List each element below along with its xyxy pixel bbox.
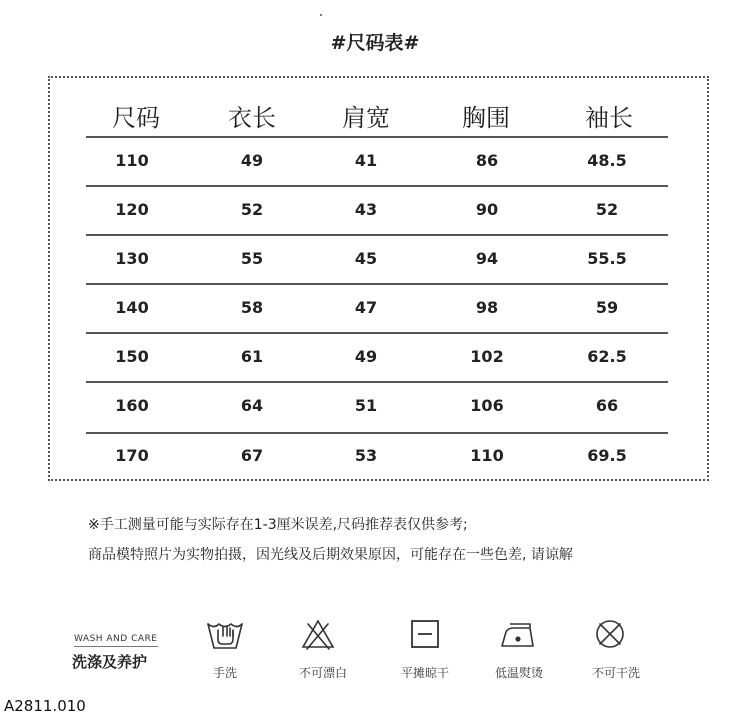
cell-sleeve: 52 bbox=[595, 200, 619, 219]
cell-sleeve: 59 bbox=[595, 298, 619, 317]
header-size: 尺码 bbox=[112, 104, 160, 132]
product-code: A2811.010 bbox=[4, 697, 86, 715]
table-divider bbox=[86, 185, 668, 187]
table-divider bbox=[86, 432, 668, 434]
cell-size: 110 bbox=[115, 151, 149, 170]
cell-length: 52 bbox=[240, 200, 264, 219]
cell-sleeve: 55.5 bbox=[587, 249, 627, 268]
cell-shoulder: 41 bbox=[354, 151, 378, 170]
care-label-hand-wash: 手洗 bbox=[212, 666, 237, 680]
color-note: 商品模特照片为实物拍摄，因光线及后期效果原因，可能存在一些色差, 请谅解 bbox=[88, 547, 573, 563]
table-row bbox=[86, 396, 668, 420]
care-label-no-dry-clean: 不可干洗 bbox=[591, 666, 640, 680]
cell-sleeve: 48.5 bbox=[587, 151, 627, 170]
low-iron-icon bbox=[498, 616, 538, 652]
cell-chest: 110 bbox=[470, 446, 504, 465]
care-heading-en: WASH AND CARE bbox=[74, 634, 158, 644]
speck bbox=[320, 14, 322, 16]
care-label-dry-flat: 平摊晾干 bbox=[400, 666, 449, 680]
table-divider bbox=[86, 332, 668, 334]
cell-size: 160 bbox=[115, 396, 149, 415]
cell-chest: 90 bbox=[475, 200, 499, 219]
table-row bbox=[86, 298, 668, 322]
cell-chest: 102 bbox=[470, 347, 504, 366]
cell-shoulder: 47 bbox=[354, 298, 378, 317]
cell-shoulder: 43 bbox=[354, 200, 378, 219]
care-heading-cn: 洗涤及养护 bbox=[72, 653, 148, 671]
cell-size: 130 bbox=[115, 249, 149, 268]
cell-size: 120 bbox=[115, 200, 149, 219]
care-label-low-iron: 低温熨烫 bbox=[494, 666, 543, 680]
measurement-note: ※手工测量可能与实际存在1-3厘米误差,尺码推荐表仅供参考; bbox=[88, 517, 468, 533]
cell-chest: 86 bbox=[475, 151, 499, 170]
cell-shoulder: 49 bbox=[354, 347, 378, 366]
cell-size: 150 bbox=[115, 347, 149, 366]
header-sleeve: 袖长 bbox=[585, 104, 633, 132]
cell-sleeve: 69.5 bbox=[587, 446, 627, 465]
cell-length: 67 bbox=[240, 446, 264, 465]
page-title: #尺码表# bbox=[330, 32, 420, 54]
cell-length: 49 bbox=[240, 151, 264, 170]
cell-length: 55 bbox=[240, 249, 264, 268]
cell-shoulder: 51 bbox=[354, 396, 378, 415]
care-label-no-bleach: 不可漂白 bbox=[298, 666, 347, 680]
cell-length: 61 bbox=[240, 347, 264, 366]
cell-size: 170 bbox=[115, 446, 149, 465]
table-row bbox=[86, 249, 668, 273]
table-row bbox=[86, 347, 668, 371]
cell-length: 58 bbox=[240, 298, 264, 317]
table-divider bbox=[86, 381, 668, 383]
cell-sleeve: 66 bbox=[595, 396, 619, 415]
cell-sleeve: 62.5 bbox=[587, 347, 627, 366]
table-divider bbox=[86, 283, 668, 285]
table-divider bbox=[86, 234, 668, 236]
cell-shoulder: 53 bbox=[354, 446, 378, 465]
cell-length: 64 bbox=[240, 396, 264, 415]
no-dry-clean-icon bbox=[590, 616, 630, 652]
dry-flat-icon bbox=[405, 616, 445, 652]
header-length: 衣长 bbox=[228, 104, 276, 132]
cell-chest: 94 bbox=[475, 249, 499, 268]
header-shoulder: 肩宽 bbox=[342, 104, 390, 132]
table-row bbox=[86, 200, 668, 224]
table-header bbox=[86, 98, 668, 134]
cell-size: 140 bbox=[115, 298, 149, 317]
table-divider bbox=[86, 136, 668, 138]
table-row bbox=[86, 151, 668, 175]
header-chest: 胸围 bbox=[462, 104, 510, 132]
care-heading-rule bbox=[74, 646, 158, 647]
hand-wash-icon bbox=[205, 616, 245, 652]
cell-chest: 98 bbox=[475, 298, 499, 317]
table-row bbox=[86, 446, 668, 470]
no-bleach-icon bbox=[298, 616, 338, 652]
cell-shoulder: 45 bbox=[354, 249, 378, 268]
cell-chest: 106 bbox=[470, 396, 504, 415]
